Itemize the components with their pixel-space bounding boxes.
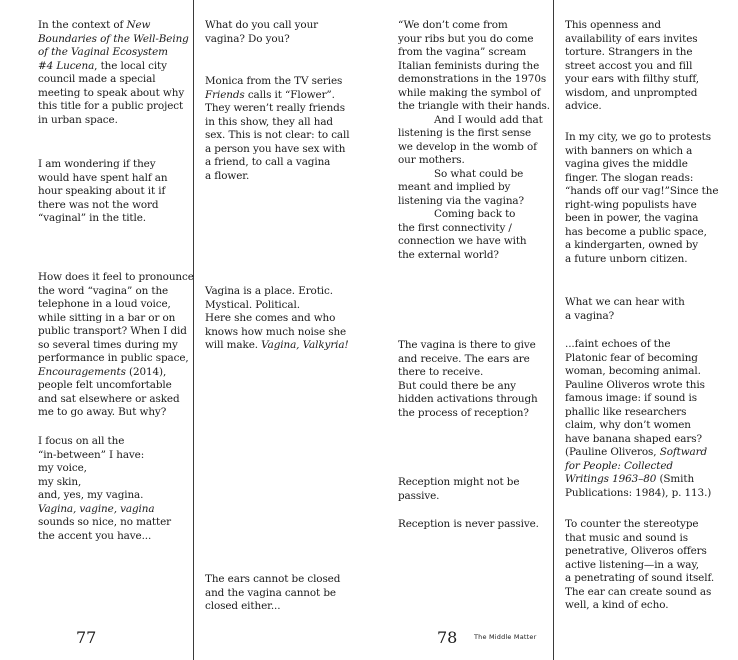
- left-col1-paragraph-1: In the context of New Boundaries of the Well-Being of the Vaginal Ecosystem #4 Lucena, the local city council made a special meeting to speak about why this title for a public project in urban space.: [38, 19, 189, 126]
- right-col2-paragraph-4: ...faint echoes of the Platonic fear of becoming woman, becoming animal. Pauline Oliveros wrote this famous image: if sound is phallic like researchers claim, why don’t women have banana shaped ears? (Pauline Oliveros, Softward for People: Collected Writings 1963–80 (Smith Publications: 1984), p. 113.): [565, 338, 712, 499]
- right-col2-paragraph-1: This openness and availability of ears invites torture. Strangers in the street accost you and fill your ears with filthy stuff, wisdom, and unprompted advice.: [565, 19, 699, 112]
- left-page-number: 77: [76, 628, 97, 647]
- left-col2-paragraph-2: Monica from the TV series Friends calls it “Flower”. They weren’t really friends in this show, they all had sex. This is not clear: to call a person you have sex with a friend, to call a vagina a flower.: [205, 75, 350, 182]
- column-divider-right: [553, 0, 554, 660]
- right-col2-paragraph-5: To counter the stereotype that music and sound is penetrative, Oliveros offers active listening—in a way, a penetrating of sound itself. The ear can create sound as well, a kind of echo.: [565, 518, 715, 611]
- left-col2-paragraph-4: The ears cannot be closed and the vagina cannot be closed either...: [205, 573, 341, 612]
- right-col1-paragraph-4: Reception is never passive.: [398, 518, 539, 530]
- right-col1-paragraph-2: The vagina is there to give and receive. The ears are there to receive. But could there be any hidden activations through the process of reception?: [398, 339, 538, 419]
- right-col1-paragraph-3: Reception might not be passive.: [398, 476, 520, 502]
- left-col1-paragraph-3: How does it feel to pronounce the word “vagina” on the telephone in a loud voice, while sitting in a bar or on public transport? When I did so several times during my performance in public space, Encouragements (2014), people felt uncomfortable and sat elsewhere or asked me to go away. But why?: [38, 271, 194, 418]
- right-col1-paragraph-1: “We don’t come from your ribs but you do come from the vagina” scream Italian feminists during the demonstrations in the 1970s while making the symbol of the triangle with their hands. And I would add that listening is the first sense we develop in the womb of our mothers. So what could be meant and implied by listening via the vagina? Coming back to the first connectivity / connection we have with the external world?: [398, 19, 550, 261]
- left-col2-paragraph-1: What do you call your vagina? Do you?: [205, 19, 319, 45]
- right-col2-paragraph-3: What we can hear with a vagina?: [565, 296, 685, 322]
- right-page-number: 78: [437, 628, 458, 647]
- left-col1-paragraph-4: I focus on all the “in-between” I have: my voice, my skin, and, yes, my vagina. Vagina, vagine, vagina sounds so nice, no matter the accent you have...: [38, 435, 172, 542]
- running-head: The Middle Matter: [474, 633, 537, 641]
- right-col2-paragraph-2: In my city, we go to protests with banners on which a vagina gives the middle finger. The slogan reads: “hands off our vag!”Since the right-wing populists have been in power, the vagina has become a public space, a kindergarten, owned by a future unborn citizen.: [565, 131, 719, 265]
- left-col1-paragraph-2: I am wondering if they would have spent half an hour speaking about it if there was not the word “vaginal” in the title.: [38, 158, 168, 224]
- left-col2-paragraph-3: Vagina is a place. Erotic. Mystical. Political. Here she comes and who knows how much noise she will make. Vagina, Valkyria!: [205, 285, 349, 351]
